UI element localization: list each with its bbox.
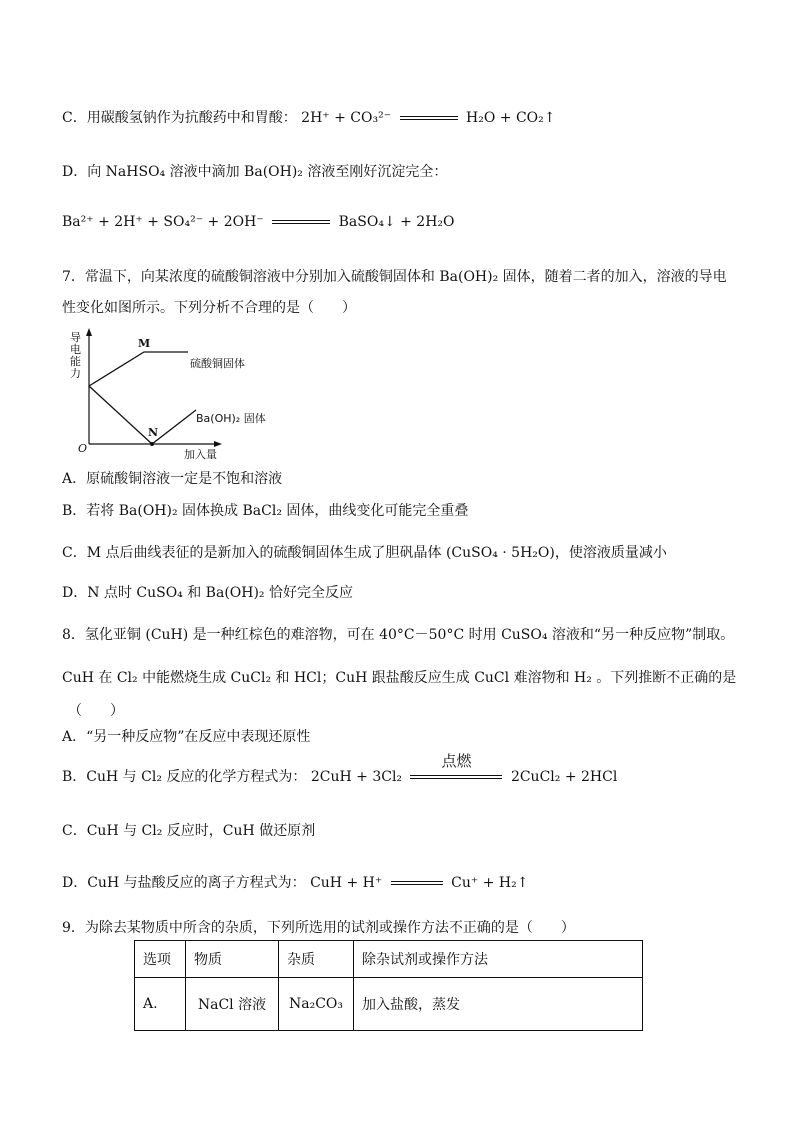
reaction-condition-arrow: [410, 752, 502, 781]
q6-option-d: D．向 NaHSO₄ 溶液中滴加 Ba(OH)₂ 溶液至刚好沉淀完全：: [62, 164, 448, 180]
q8-option-d-equation-rhs: Cu⁺ + H₂↑: [451, 875, 529, 891]
conductivity-graph-svg: [66, 326, 296, 462]
series-label-baoh2: Ba(OH)₂ 固体: [196, 412, 266, 425]
origin-label: O: [78, 442, 88, 455]
q6-option-c: [62, 108, 556, 128]
q6-option-d-equation: [62, 212, 455, 232]
point-m-label: M: [138, 337, 151, 350]
curve-baoh2-solid: [89, 386, 196, 444]
table-cell: 加入盐酸，蒸发: [354, 978, 643, 1031]
table-header-cell: 杂质: [279, 941, 354, 978]
curve-cuso4-solid: [89, 352, 188, 386]
q6-option-d-equation-rhs: BaSO₄↓ + 2H₂O: [338, 214, 455, 230]
q8-option-d-text: D．CuH 与盐酸反应的离子方程式为：: [62, 875, 306, 891]
y-axis-label: 导电能力: [70, 331, 81, 380]
equals-sign-icon: [272, 220, 330, 224]
q7-stem-line2: 性变化如图所示。下列分析不合理的是（ ）: [62, 300, 356, 316]
point-n-label: N: [148, 426, 159, 439]
q8-stem-line2: CuH 在 Cl₂ 中能燃烧生成 CuCl₂ 和 HCl；CuH 跟盐酸反应生成 CuCl 难溶物和 H₂ 。下列推断不正确的是: [62, 670, 737, 686]
q6-option-c-equation-lhs: 2H⁺ + CO₃²⁻: [301, 110, 392, 126]
q8-option-c: C．CuH 与 Cl₂ 反应时，CuH 做还原剂: [62, 823, 316, 839]
q8-option-b-text: B．CuH 与 Cl₂ 反应的化学方程式为：: [62, 769, 307, 785]
equals-sign-icon: [391, 881, 443, 885]
q7-option-b: B．若将 Ba(OH)₂ 固体换成 BaCl₂ 固体，曲线变化可能完全重叠: [62, 503, 469, 519]
table-cell: NaCl 溶液: [186, 978, 279, 1031]
reaction-condition-label: 点燃: [441, 752, 472, 770]
q8-option-d: [62, 873, 528, 893]
q8-stem-line1: 8．氢化亚铜 (CuH) 是一种红棕色的难溶物，可在 40°C－50°C 时用 CuSO₄ 溶液和“另一种反应物”制取。: [62, 627, 735, 643]
table-cell: Na₂CO₃: [279, 978, 354, 1031]
q9-table: [134, 940, 643, 1031]
y-axis-arrow-icon: [86, 328, 92, 336]
table-header-row: [135, 941, 643, 978]
q8-option-b-equation-lhs: 2CuH + 3Cl₂: [310, 769, 403, 785]
table-cell: A.: [135, 978, 186, 1031]
q8-stem-line3: （ ）: [68, 703, 124, 719]
x-axis-label: 加入量: [184, 448, 217, 461]
conductivity-graph: [66, 326, 296, 462]
q8-option-a: A．“另一种反应物”在反应中表现还原性: [62, 729, 311, 745]
q6-option-c-text: C．用碳酸氢钠作为抗酸药中和胃酸：: [62, 110, 297, 126]
equals-sign-icon: [400, 116, 458, 120]
q8-option-d-equation-lhs: CuH + H⁺: [310, 875, 383, 891]
q7-option-a: A．原硫酸铜溶液一定是不饱和溶液: [62, 471, 283, 487]
q8-option-b: [62, 752, 618, 787]
table-header-cell: 选项: [135, 941, 186, 978]
table-header-cell: 除杂试剂或操作方法: [354, 941, 643, 978]
point-n-marker: [150, 442, 154, 446]
q7-stem-line1: 7．常温下，向某浓度的硫酸铜溶液中分别加入硫酸铜固体和 Ba(OH)₂ 固体，随着二者的加入，溶液的导电: [62, 269, 727, 285]
q8-option-b-equation-rhs: 2CuCl₂ + 2HCl: [510, 769, 618, 785]
series-label-cuso4: 硫酸铜固体: [190, 357, 245, 370]
equals-sign-icon: [410, 775, 502, 779]
q9-stem: 9．为除去某物质中所含的杂质，下列所选用的试剂或操作方法不正确的是（ ）: [62, 920, 575, 936]
table-header-cell: 物质: [186, 941, 279, 978]
q6-option-d-equation-lhs: Ba²⁺ + 2H⁺ + SO₄²⁻ + 2OH⁻: [62, 214, 264, 230]
q6-option-c-equation-rhs: H₂O + CO₂↑: [466, 110, 556, 126]
q7-option-c: C．M 点后曲线表征的是新加入的硫酸铜固体生成了胆矾晶体 (CuSO₄ · 5H₂O)，使溶液质量减小: [62, 545, 667, 561]
q7-option-d: D．N 点时 CuSO₄ 和 Ba(OH)₂ 恰好完全反应: [62, 585, 353, 601]
table-row: [135, 978, 643, 1031]
